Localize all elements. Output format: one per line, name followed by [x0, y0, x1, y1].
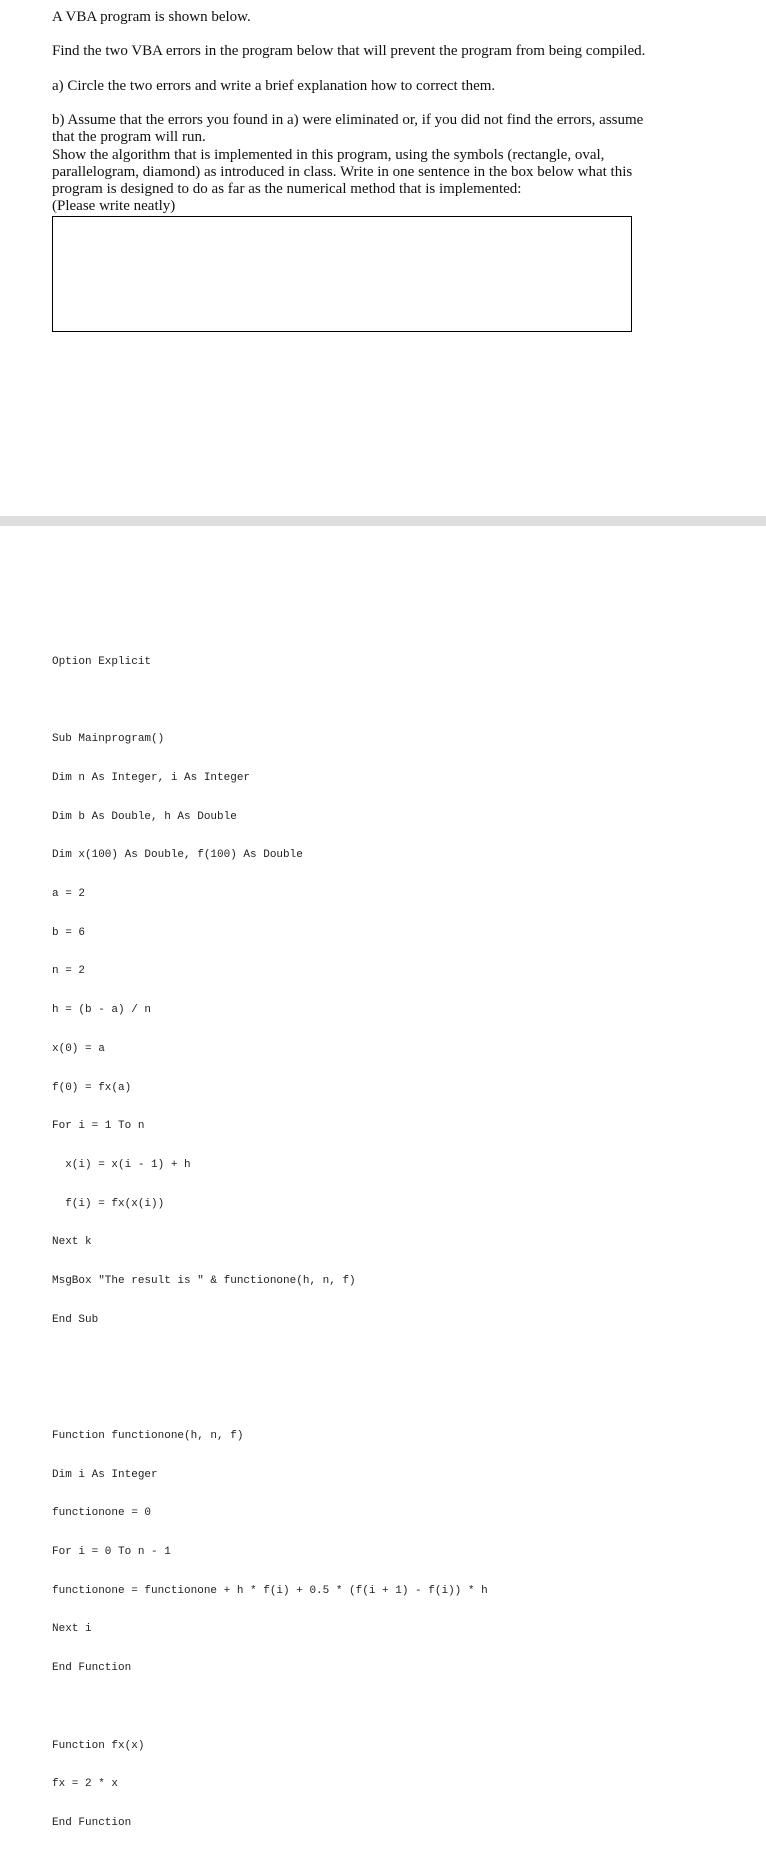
code-line: Function functionone(h, n, f) — [52, 1429, 244, 1442]
intro-text: A VBA program is shown below. — [52, 9, 251, 25]
code-blank-line — [52, 695, 488, 708]
code-blank-line — [52, 1391, 488, 1404]
code-line: Dim n As Integer, i As Integer — [52, 771, 251, 784]
code-line: a = 2 — [52, 888, 86, 901]
code-line: Function fx(x) — [52, 1739, 145, 1752]
code-blank-line — [52, 1701, 488, 1714]
code-line: functionone = functionone + h * f(i) + 0.5 * (f(i + 1) - f(i)) * h — [52, 1584, 488, 1597]
code-line: End Sub — [52, 1313, 99, 1326]
code-line: Next k — [52, 1236, 92, 1249]
part-b-line: (Please write neatly) — [52, 198, 176, 215]
code-line: x(i) = x(i - 1) + h — [52, 1158, 191, 1171]
part-b-line: that the program will run. — [52, 129, 206, 146]
code-line: For i = 1 To n — [52, 1120, 145, 1133]
code-line: x(0) = a — [52, 1042, 105, 1055]
part-b-line: parallelogram, diamond) as introduced in class. Write in one sentence in the box below what this — [52, 163, 633, 180]
vba-code-listing — [52, 630, 488, 1856]
code-line: fx = 2 * x — [52, 1778, 119, 1791]
part-b-line: program is designed to do as far as the numerical method that is implemented: — [52, 181, 522, 198]
code-blank-line — [52, 1352, 488, 1365]
code-line: f(i) = fx(x(i)) — [52, 1197, 165, 1210]
code-line: Option Explicit — [52, 655, 152, 668]
code-line: Dim i As Integer — [52, 1468, 158, 1481]
part-b-paragraph — [52, 112, 692, 216]
code-line: n = 2 — [52, 965, 86, 978]
code-line: f(0) = fx(a) — [52, 1081, 132, 1094]
part-b-line: Show the algorithm that is implemented in this program, using the symbols (rectangle, oval, — [52, 146, 605, 163]
page-separator — [0, 516, 766, 526]
part-a-text: a) Circle the two errors and write a brief explanation how to correct them. — [52, 78, 496, 94]
code-line: End Function — [52, 1816, 132, 1829]
task-text: Find the two VBA errors in the program below that will prevent the program from being compiled. — [52, 43, 646, 59]
question-page — [0, 0, 766, 516]
code-line: functionone = 0 — [52, 1507, 152, 1520]
code-line: Dim b As Double, h As Double — [52, 810, 237, 823]
answer-box[interactable] — [52, 216, 632, 332]
code-line: MsgBox "The result is " & functionone(h, n, f) — [52, 1275, 356, 1288]
part-b-line: b) Assume that the errors you found in a) were eliminated or, if you did not find the errors, assume — [52, 112, 644, 128]
code-line: For i = 0 To n - 1 — [52, 1545, 171, 1558]
code-line: Dim x(100) As Double, f(100) As Double — [52, 849, 303, 862]
code-line: Sub Mainprogram() — [52, 733, 165, 746]
code-line: h = (b - a) / n — [52, 1004, 152, 1017]
code-line: Next i — [52, 1623, 92, 1636]
code-line: b = 6 — [52, 926, 86, 939]
code-line: End Function — [52, 1662, 132, 1675]
